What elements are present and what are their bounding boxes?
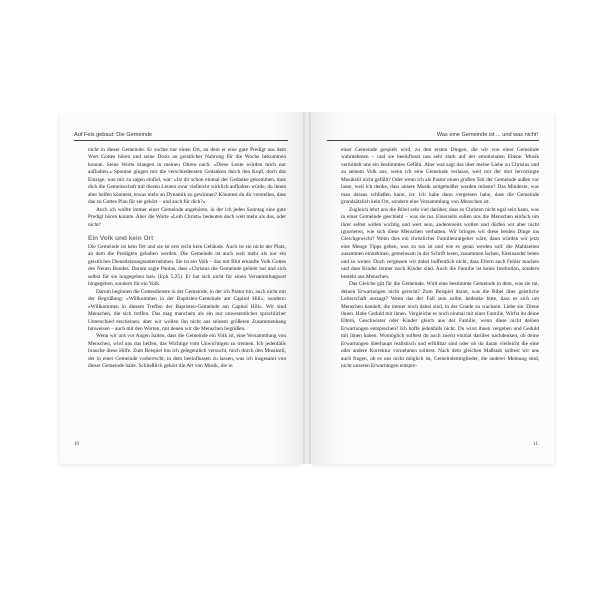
page-number-right: 11 xyxy=(533,442,538,447)
body-paragraph: Zugleich lehrt uns die Bibel sehr viel darüber, dass es Christen nicht egal sein kann, was in einer Gemeinde geschieht – was sie tut. Einerseits sollen uns die Menschen einfach um ihrer selbst willen wichtig und wert sein, andererseits wollen und dürfen wir aber nicht ignorieren, wie sich diese Menschen verhalten. Wir bringen wir diese beiden Dinge ins Gleichgewicht? Wenn dies ein christlicher Familienratgeber wäre, dann würden wir jetzt eine Menge Tipps geben, was zu tun ist und wie es getan werden soll: die Mahlzeiten zusammen einnehmen, gemeinsam in der Schrift lesen, zusammen lachen, füreinander beten und so weiter. Doch vergessen wir dabei hoffentlich nicht, dass Eltern auch Fehler machen und dass Kinder immer noch Kinder sind. Auch die Familie ist keine Institution, sondern besteht aus Menschen. xyxy=(341,206,539,280)
body-paragraph: Wenn wir uns vor Augen halten, dass die Gemeinde ein Volk ist, eine Versammlung von Menschen, wird uns das helfen, das Wichtige vom Unwichtigen zu trennen. Ich jedenfalls brauche diese Hilfe. Zum Beispiel bin ich gelegentlich versucht, mich durch den Musikstil, der in einer Gemeinde vorherrscht, in dem beeinflussen zu lassen, was ich insgesamt von dieser Gemeinde halte. Schließlich gehört die Art von Musik, die in xyxy=(88,333,286,370)
section-heading: Ein Volk und kein Ort xyxy=(88,234,154,242)
page-number-left: 10 xyxy=(74,442,79,447)
left-page xyxy=(60,112,303,464)
book-gutter xyxy=(303,112,311,464)
running-head-left: Auf Fels gebaut: Die Gemeinde xyxy=(74,132,153,138)
body-paragraph: nicht in dieser Gemeinde. Er suchte nur einen Ort, an dem er eine gute Predigt aus dem Wort Gottes hören und seine Dosis an geistlicher Nahrung für die Woche bekommen konnte. Seine Worte klangen in meinen Ohren nach: »Diese Leute würden mich nur aufhalten.« Spontan gingen mir die verschiedensten Gedanken durch den Kopf, doch das Einzige, was mir zu sagen einfiel, war: »Ist dir schon einmal der Gedanke gekommen, dass dich die Gemeinschaft mit diesen Leuten zwar vielleicht wirklich aufhalten würde, du ihnen aber helfen könntest, etwas mehr an Dynamik zu gewinnen? Könntest du dir vorstellen, dass das zu Gottes Plan für sie gehört – und auch für dich?« xyxy=(88,147,286,206)
right-page xyxy=(311,112,554,464)
header-rule xyxy=(74,140,288,141)
body-paragraph: Darum beginnen die Gottesdienste in der Gemeinde, in der ich Pastor bin, auch nicht mit der Begrüßung: »Willkommen in der Baptisten-Gemeinde am Capitol Hill«, sondern: »Willkommen in diesem Treffen der Baptisten-Gemeinde am Capitol Hill«. Wir sind Menschen, die sich treffen. Das mag manchem als ein nur unwesentlicher sprachlicher Unterschied erscheinen, aber wir wollen ihn nicht aus seinem größeren Zusammenhang hinweisen – auch mit den Worten, mit denen wir die Menschen begrüßen. xyxy=(88,288,286,332)
running-head-right: Was eine Gemeinde ist ... und was nicht! xyxy=(436,132,538,138)
body-paragraph: einer Gemeinde gespielt wird, zu den ersten Dingen, die wir von einer Gemeinde wahrnehmen – und sie beeinflusst uns sehr stark auf der emotionalen Ebene. Musik vermittelt uns ein bestimmtes Gefühl. Aber was sagt das über meine Liebe zu Christus und zu seinem Volk aus, wenn ich eine Gemeinde verlasse, weil mir der dort bevorzugte Musikstil nicht gefällt? Oder wenn ich als Pastor einen großen Teil der Gemeinde außen vor lasse, weil ich denke, dass unsere Musik zeitgemäßer werden müsste? Das Mindeste, was man daraus schließen kann, ist: Ich habe dann vergessen habe, dass die Gemeinde grundsätzlich kein Ort, sondern eine Versammlung von Menschen ist. xyxy=(341,147,539,206)
book-spread xyxy=(60,112,554,464)
body-paragraph: Die Gemeinde ist kein Ort und sie ist erst recht kein Gebäude. Auch ist sie nicht der Platz, an dem die Predigten gehalten werden. Die Gemeinde ist auch weit mehr als nur ein geistliches Dienstleistungsunternehmen. Sie ist ein Volk – das mit Blut erkaufte Volk Gottes des Neuen Bundes. Darum sagte Paulus, dass »Christus die Gemeinde geliebt hat und sich selbst für sie hingegeben hat« (Eph 5,25). Er hat sich nicht für einen Versammlungsort hingegeben, sondern für ein Volk. xyxy=(88,243,286,288)
body-paragraph: Das Gleiche gilt für die Gemeinde. Wird eine bestimmte Gemeinde in dem, was sie tut, deinen Erwartungen nicht gerecht? Zum Beispiel daran, was die Bibel über geistliche Leiterschaft aussagt? Wenn das der Fall sein sollte, bedenke bitte, dass es sich um Menschen handelt, die immer noch dabei sind, in der Gnade zu wachsen. Liebe sie. Diene ihnen. Habe Geduld mit ihnen. Vergleiche es noch einmal mit einer Familie. Wirfst du deine Eltern, Geschwister oder Kinder gleich aus der Familie, wenn diese nicht deinen Erwartungen entsprechen? Ich hoffe jedenfalls nicht. Du wirst ihnen vergeben und Geduld mit ihnen haben. Womöglich solltest du auch zuerst einmal darüber nachdenken, ob deine Erwartungen überhaupt realistisch und erfüllbar sind oder ob du daran vielleicht die eine oder andere Korrektur vornehmen solltest. Nach dem gleichen Maßstab solltest wir uns auch fragen, ob es uns nicht möglich ist, Gemeindemitglieder, die anderer Meinung sind, nicht unseren Erwartungen entspre- xyxy=(341,281,539,370)
body-paragraph: Auch ich wollte immer einer Gemeinde angehören, in der ich jeden Sonntag eine gute Predigt hören konnte. Aber die Worte »Leib Christi« bedeuten doch weit mehr als das, oder nicht? xyxy=(88,206,286,228)
header-rule xyxy=(327,140,539,141)
right-page-body xyxy=(341,147,539,371)
left-page-body xyxy=(88,147,286,371)
